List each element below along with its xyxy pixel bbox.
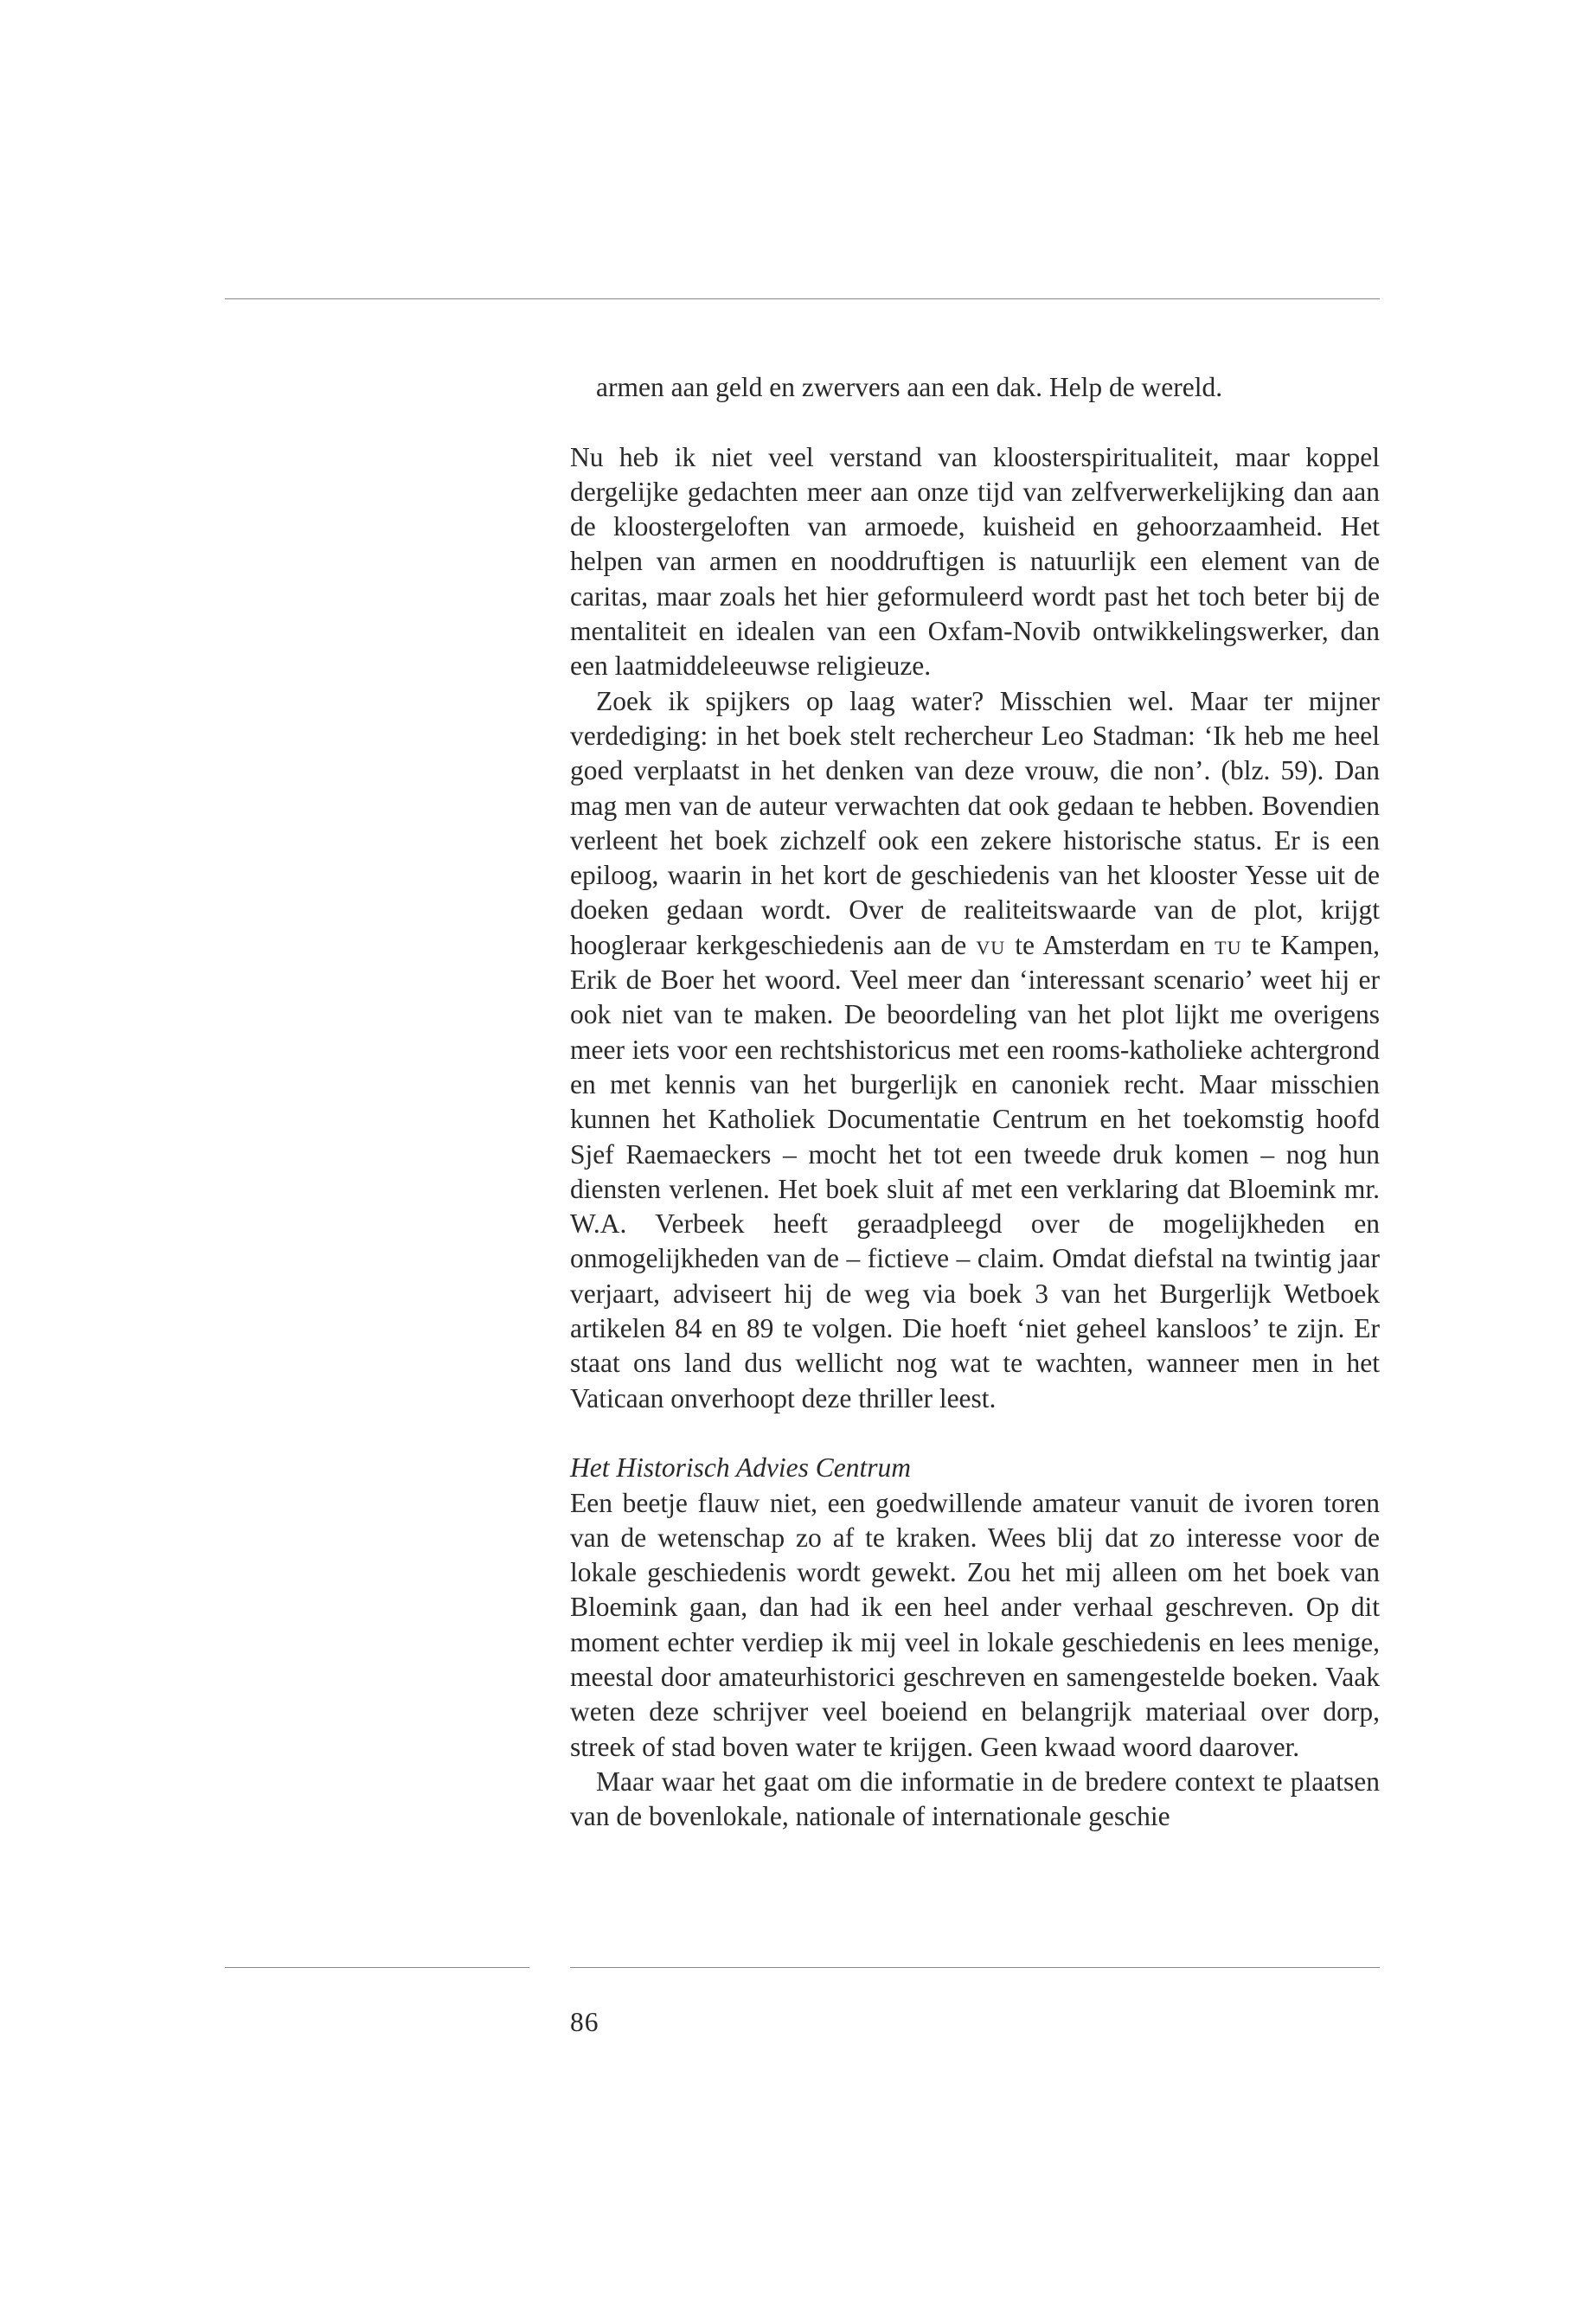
page-number: 86 (570, 2007, 599, 2037)
paragraph-kloosterspiritualiteit: Nu heb ik niet veel verstand van kloosterspiritualiteit, maar koppel dergelijke gedachten meer aan onze tijd van zelfverwerkelijking dan aan de kloostergeloften van armoede, kuisheid en gehoorzaamheid. Het helpen van armen en nooddruftigen is natuurlijk een element van de caritas, maar zoals het hier geformuleerd wordt past het toch beter bij de mentaliteit en idealen van een Oxfam-Novib ontwikkelingswerker, dan een laatmiddeleeuwse religieuze. (570, 441, 1380, 682)
abbr-tu: tu (1215, 929, 1242, 960)
footer-rule-right (570, 1967, 1380, 1968)
paragraph-spijkers-part-1: Zoek ik spijkers op laag water? Misschien wel. Maar ter mijner verdediging: in het boek stelt rechercheur Leo Stadman: ‘Ik heb me heel goed verplaatst in het denken van deze vrouw, die non’. (blz. 59). Dan mag men van de auteur verwachten dat ook gedaan te hebben. Bovendien verleent het boek zichzelf ook een zekere historische status. Er is een epiloog, waarin in het kort de geschiedenis van het klooster Yesse uit de doeken gedaan wordt. Over de realiteitswaarde van de plot, krijgt hoogleraar kerkgeschiedenis aan de (570, 685, 1380, 960)
paragraph-continuation: armen aan geld en zwervers aan een dak. Help de wereld. (596, 372, 1223, 402)
paragraph-flauw: Een beetje flauw niet, een goedwillende amateur vanuit de ivoren toren van de wetenschap zo af te kraken. Wees blij dat zo interesse voor de lokale geschiedenis wordt gewekt. Zou het mij alleen om het boek van Bloemink gaan, dan had ik een heel ander verhaal geschreven. Op dit moment echter verdiep ik mij veel in lokale geschiedenis en lees menige, meestal door amateurhistorici geschreven en samengestelde boeken. Vaak weten deze schrijver veel boeiend en belangrijk materiaal over dorp, streek of stad boven water te krijgen. Geen kwaad woord daarover. (570, 1487, 1380, 1762)
main-text-column (570, 370, 1380, 1834)
paragraph-bredere-context: Maar waar het gaat om die informatie in de bredere context te plaatsen van de bovenlokale, nationale of internationale geschie (570, 1766, 1380, 1832)
abbr-vu: vu (976, 929, 1006, 960)
paragraph-spijkers-part-3: te Kampen, Erik de Boer het woord. Veel meer dan ‘interessant scenario’ weet hij er ook niet van te maken. De beoordeling van het plot lijkt me overigens meer iets voor een rechtshistoricus met een rooms-katholieke achtergrond en met kennis van het burgerlijk en canoniek recht. Maar misschien kunnen het Katholiek Documentatie Centrum en het toekomstig hoofd Sjef Raemaeckers – mocht het tot een tweede druk komen – nog hun diensten verlenen. Het boek sluit af met een verklaring dat Bloemink mr. W.A. Verbeek heeft geraadpleegd over de mogelijkheden en onmogelijkheden van de – fictieve – claim. Omdat diefstal na twintig jaar verjaart, adviseert hij de weg via boek 3 van het Burgerlijk Wetboek artikelen 84 en 89 te volgen. Die hoeft ‘niet geheel kansloos’ te zijn. Er staat ons land dus wellicht nog wat te wachten, wanneer men in het Vaticaan onverhoopt deze thriller leest. (570, 929, 1380, 1413)
footer-rule-left (225, 1967, 529, 1968)
header-rule (225, 298, 1380, 299)
paragraph-spijkers (570, 684, 1380, 1416)
paragraph-spijkers-part-2: te Amsterdam en (1005, 929, 1215, 960)
section-heading: Het Historisch Advies Centrum (570, 1452, 912, 1484)
